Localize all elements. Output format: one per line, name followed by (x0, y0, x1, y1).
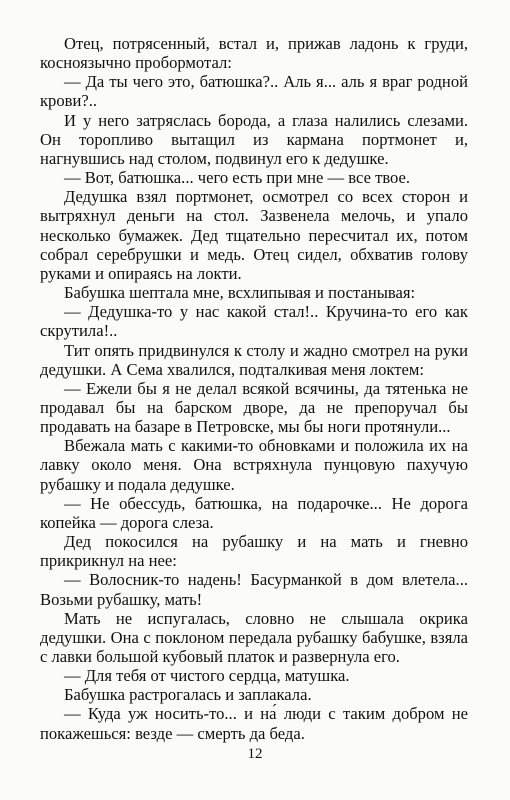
paragraph: — Куда уж носить-то... и на́ люди с таким добром не покажешься: везде — смерть да беда. (40, 704, 468, 743)
paragraph: — Вот, батюшка... чего есть при мне — все твое. (64, 168, 411, 188)
paragraph: Дедушка взял портмонет, осмотрел со всех сторон и вытряхнул деньги на стол. Зазвенела мелочь, и упало несколько бумажек. Дед тщательно пересчитал их, потом собрал серебрушки и медь. Отец сидел, обхватив голову руками и опираясь на локти. (40, 187, 468, 283)
body-text (40, 34, 468, 743)
paragraph: Бабушка шептала мне, всхлипывая и постанывая: (64, 283, 416, 303)
paragraph: Дед покосился на рубашку и на мать и гневно прикрикнул на нее: (40, 532, 468, 571)
paragraph: — Дедушка-то у нас какой стал!.. Кручина-то его как скрутила!.. (40, 302, 468, 341)
paragraph: И у него затряслась борода, а глаза налились слезами. Он торопливо вытащил из кармана портмонет и, нагнувшись над столом, подвинул его к дедушке. (40, 110, 468, 168)
paragraph: Бабушка растрогалась и заплакала. (64, 685, 312, 705)
paragraph: — Ежели бы я не делал всякой всячины, да тятенька не продавал бы на барском дворе, да не препоручал бы продавать на базаре в Петровске, мы бы ноги протянули... (40, 378, 468, 437)
paragraph: Отец, потрясенный, встал и, прижав ладонь к груди, косноязычно пробормотал: (40, 34, 468, 73)
paragraph: — Не обессудь, батюшка, на подарочке... Не дорога копейка — дорога слеза. (40, 493, 468, 532)
paragraph: — Для тебя от чистого сердца, матушка. (64, 666, 350, 686)
page-number: 12 (247, 746, 263, 762)
paragraph: — Волосник-то надень! Басурманкой в дом влетела... Возьми рубашку, мать! (40, 570, 468, 609)
paragraph: Вбежала мать с какими-то обновками и положила их на лавку около меня. Она встряхнула пунцовую пахучую рубашку и подала дедушке. (40, 436, 468, 494)
paragraph: Тит опять придвинулся к столу и жадно смотрел на руки дедушки. А Сема хвалился, подталкивая меня локтем: (40, 340, 468, 379)
paragraph: — Да ты чего это, батюшка?.. Аль я... аль я враг родной крови?.. (40, 72, 468, 111)
paragraph: Мать не испугалась, словно не слышала окрика дедушки. Она с поклоном передала рубашку бабушке, взяла с лавки большой кубовый платок и развернула его. (40, 608, 468, 666)
